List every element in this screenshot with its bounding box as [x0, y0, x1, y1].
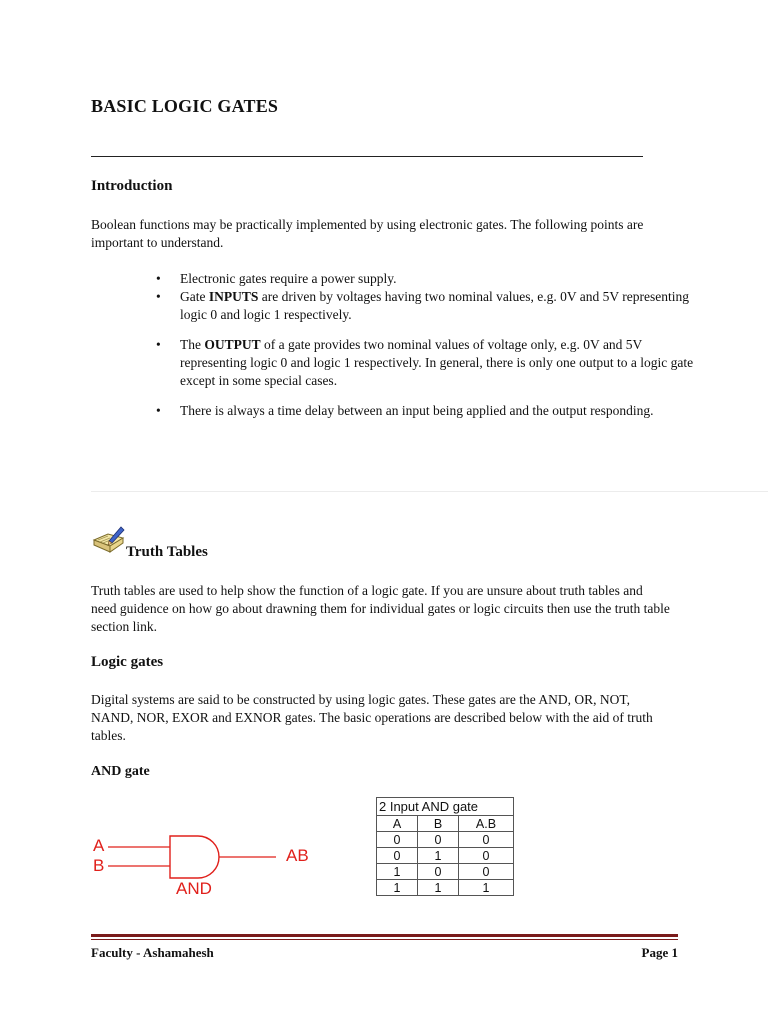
- bullet-item: [156, 288, 696, 324]
- table-cell: 0: [459, 848, 514, 864]
- table-cell: 0: [377, 832, 418, 848]
- footer-author: Faculty - Ashamahesh: [91, 945, 214, 960]
- column-header-output: A.B: [459, 816, 514, 832]
- input-a-label: A: [93, 836, 105, 855]
- bullet-text: Gate: [180, 289, 209, 304]
- column-header-b: B: [418, 816, 459, 832]
- footer-page-number: Page 1: [641, 945, 678, 960]
- table-cell: 1: [377, 864, 418, 880]
- bullet-marker: •: [156, 289, 161, 304]
- introduction-bullet-list: [156, 270, 696, 420]
- table-cell: 0: [418, 864, 459, 880]
- logic-gates-paragraph: Digital systems are said to be constructed by using logic gates. These gates are the AND, OR, NOT, NAND, NOR, EXOR and EXNOR gates. The basic operations are described below with the aid of truth tables.: [91, 692, 653, 743]
- bullet-text: Electronic gates require a power supply.: [180, 271, 397, 286]
- table-cell: 1: [418, 880, 459, 896]
- output-label: AB: [286, 846, 309, 865]
- section-divider: [91, 491, 768, 492]
- bullet-text: The: [180, 337, 205, 352]
- bullet-bold-term: INPUTS: [208, 289, 259, 304]
- table-cell: 0: [459, 864, 514, 880]
- bullet-marker: •: [156, 337, 161, 352]
- bullet-text: There is always a time delay between an input being applied and the output responding.: [180, 403, 654, 418]
- truth-tables-paragraph: Truth tables are used to help show the function of a logic gate. If you are unsure about truth tables and need guidence on how go about drawning them for individual gates or logic circuits then use the truth table section link.: [91, 583, 670, 634]
- truth-tables-heading: Truth Tables: [126, 544, 208, 560]
- footer-rule-thin: [91, 939, 678, 940]
- table-row: [377, 832, 514, 848]
- and-truth-table: [376, 797, 514, 896]
- footer-rule: [91, 934, 678, 937]
- bullet-bold-term: OUTPUT: [204, 337, 261, 352]
- table-row: [377, 880, 514, 896]
- truth-table-caption: 2 Input AND gate: [377, 798, 514, 816]
- introduction-paragraph: Boolean functions may be practically implemented by using electronic gates. The following points are important to understand.: [91, 217, 644, 250]
- bullet-text: are driven by voltages having two nominal values, e.g. 0V and 5V representing logic 0 and logic 1 respectively.: [180, 289, 690, 322]
- bullet-item: [156, 336, 696, 390]
- table-cell: 0: [418, 832, 459, 848]
- bullet-item: [156, 402, 696, 420]
- and-gate-symbol: [170, 836, 219, 878]
- page-title: BASIC LOGIC GATES: [91, 96, 279, 116]
- bullet-marker: •: [156, 403, 161, 418]
- bullet-text: of a gate provides two nominal values of voltage only, e.g. 0V and 5V representing logic 0 and logic 1 respectively. In general, there is only one output to a logic gate except in some special cases.: [180, 337, 694, 388]
- book-pencil-icon: [92, 524, 126, 558]
- and-gate-heading: AND gate: [91, 764, 150, 779]
- table-cell: 1: [377, 880, 418, 896]
- table-row: [377, 864, 514, 880]
- table-cell: 0: [377, 848, 418, 864]
- input-b-label: B: [93, 856, 105, 875]
- introduction-heading: Introduction: [91, 178, 173, 194]
- and-gate-diagram: [88, 828, 328, 900]
- table-cell: 0: [459, 832, 514, 848]
- logic-gates-heading: Logic gates: [91, 654, 164, 670]
- gate-name-label: AND: [176, 879, 212, 898]
- title-divider: [91, 156, 643, 157]
- table-cell: 1: [459, 880, 514, 896]
- table-row: [377, 848, 514, 864]
- table-cell: 1: [418, 848, 459, 864]
- bullet-item: [156, 270, 696, 288]
- column-header-a: A: [377, 816, 418, 832]
- bullet-marker: •: [156, 271, 161, 286]
- table-header-row: [377, 816, 514, 832]
